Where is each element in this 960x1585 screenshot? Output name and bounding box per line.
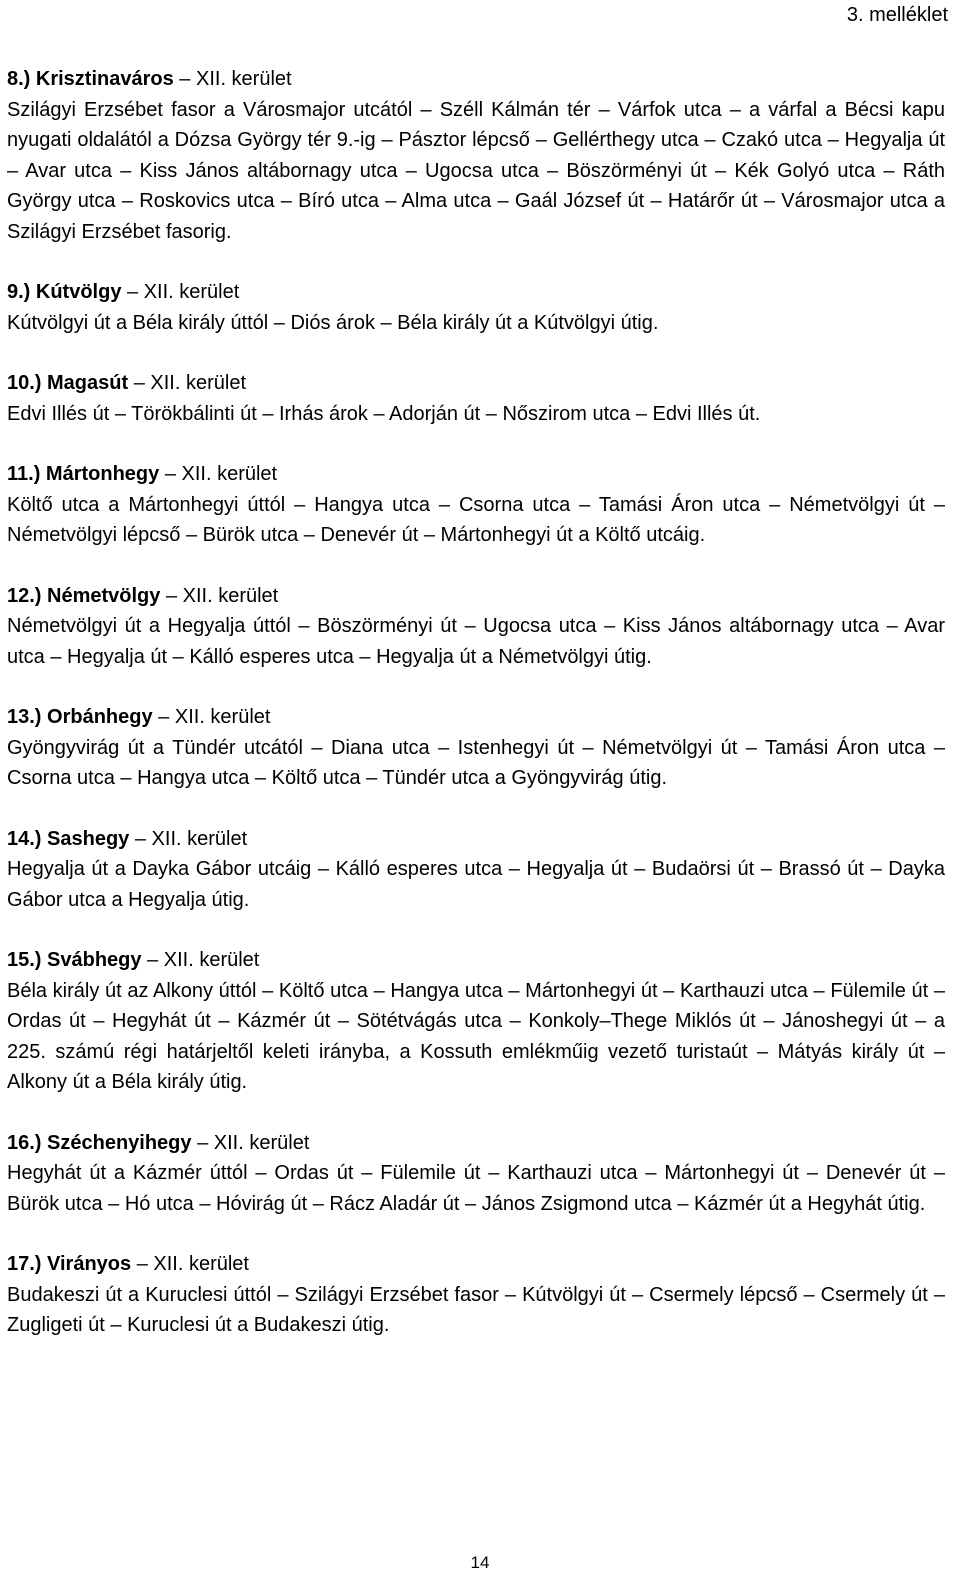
- heading-dash: –: [131, 1253, 154, 1275]
- page-number: 14: [470, 1553, 490, 1572]
- section-text: Hegyhát út a Kázmér úttól – Ordas út – Fülemile út – Karthauzi utca – Mártonhegyi út – Denevér út – Bürök utca – Hó utca – Hóvirág út – Rácz Aladár út – János Zsigmond utca – Kázmér út a Hegyhát útig.: [7, 1162, 945, 1215]
- section-heading: [7, 459, 945, 490]
- section-text: Szilágyi Erzsébet fasor a Városmajor utcától – Széll Kálmán tér – Várfok utca – a várfal a Bécsi kapu nyugati oldalától a Dózsa György tér 9.-ig – Pásztor lépcső – Gellérthegy utca – Czakó utca – Hegyalja út – Avar utca – Kiss János altábornagy utca – Ugocsa utca – Böszörményi út – Kék Golyó utca – Ráth György utca – Roskovics utca – Bíró utca – Alma utca – Gaál József út – Határőr út – Városmajor utca a Szilágyi Erzsébet fasorig.: [7, 98, 945, 243]
- section-heading: [7, 1249, 945, 1280]
- section-district: XII. kerület: [182, 584, 279, 607]
- section-district: XII. kerület: [174, 706, 271, 728]
- section-nemetvolgy: [7, 581, 945, 673]
- heading-dash: –: [141, 949, 164, 971]
- section-sashegy: [7, 824, 945, 916]
- section-district: XII. kerület: [150, 372, 247, 394]
- section-district: XII. kerület: [181, 463, 278, 485]
- section-district: XII. kerület: [195, 68, 292, 90]
- section-title: 8.) Krisztinaváros: [7, 68, 174, 90]
- heading-dash: –: [152, 706, 175, 728]
- document-content: [7, 64, 945, 1371]
- section-text: Edvi Illés út – Törökbálinti út – Irhás árok – Adorján út – Nőszirom utca – Edvi Illés út.: [7, 402, 761, 425]
- section-district: XII. kerület: [151, 827, 248, 850]
- section-title: 9.) Kútvölgy: [7, 281, 122, 303]
- section-heading: [7, 1128, 945, 1159]
- section-kutvolgy: [7, 277, 945, 338]
- annex-label: 3. melléklet: [846, 4, 948, 26]
- section-title: 17.) Virányos: [7, 1253, 132, 1275]
- heading-dash: –: [129, 827, 152, 850]
- section-district: XII. kerület: [163, 949, 260, 971]
- section-text: Költő utca a Mártonhegyi úttól – Hangya utca – Csorna utca – Tamási Áron utca – Németvölgyi út – Németvölgyi lépcső – Bürök utca – Denevér út – Mártonhegyi út a Költő utcáig.: [7, 493, 945, 546]
- section-text: Kútvölgyi út a Béla király úttól – Diós árok – Béla király út a Kútvölgyi útig.: [7, 311, 659, 334]
- heading-dash: –: [191, 1131, 214, 1154]
- section-heading: [7, 581, 945, 612]
- section-heading: [7, 824, 945, 855]
- section-heading: [7, 277, 945, 308]
- heading-dash: –: [121, 281, 144, 303]
- section-szechenyihegy: [7, 1128, 945, 1220]
- section-title: 12.) Németvölgy: [7, 584, 161, 607]
- section-krisztinavaros: [7, 64, 945, 247]
- section-text: Gyöngyvirág út a Tündér utcától – Diana utca – Istenhegyi út – Németvölgyi út – Tamási Áron utca – Csorna utca – Hangya utca – Költő utca – Tündér utca a Gyöngyvirág útig.: [7, 736, 945, 789]
- section-title: 11.) Mártonhegy: [7, 463, 160, 485]
- section-title: 16.) Széchenyihegy: [7, 1131, 192, 1154]
- section-text: Németvölgyi út a Hegyalja úttól – Böszörményi út – Ugocsa utca – Kiss János altábornagy utca – Avar utca – Hegyalja út – Kálló esperes utca – Hegyalja út a Németvölgyi útig.: [7, 615, 945, 668]
- section-viranyos: [7, 1249, 945, 1341]
- heading-dash: –: [173, 68, 196, 90]
- section-svabhegy: [7, 945, 945, 1098]
- section-district: XII. kerület: [143, 281, 240, 303]
- section-heading: [7, 702, 945, 733]
- section-martonhegy: [7, 459, 945, 551]
- section-title: 14.) Sashegy: [7, 827, 130, 850]
- heading-dash: –: [160, 584, 183, 607]
- section-orbanhegy: [7, 702, 945, 794]
- section-title: 10.) Magasút: [7, 372, 129, 394]
- section-text: Béla király út az Alkony úttól – Költő utca – Hangya utca – Mártonhegyi út – Karthauzi utca – Fülemile út – Ordas út – Hegyhát út – Kázmér út – Sötétvágás utca – Konkoly–Thege Miklós út – Jánoshegyi út – a 225. számú régi határjeltől keleti irányba, a Kossuth emlékműig vezető turistaút – Mátyás király út – Alkony út a Béla király útig.: [7, 979, 945, 1093]
- section-text: Budakeszi út a Kuruclesi úttól – Szilágyi Erzsébet fasor – Kútvölgyi út – Csermely lépcső – Csermely út – Zugligeti út – Kuruclesi út a Budakeszi útig.: [7, 1283, 945, 1336]
- heading-dash: –: [159, 463, 182, 485]
- section-district: XII. kerület: [153, 1253, 249, 1275]
- section-district: XII. kerület: [213, 1131, 310, 1154]
- section-heading: [7, 64, 945, 95]
- heading-dash: –: [128, 372, 151, 394]
- section-magasut: [7, 368, 945, 429]
- section-heading: [7, 368, 945, 399]
- section-text: Hegyalja út a Dayka Gábor utcáig – Kálló esperes utca – Hegyalja út – Budaörsi út – Brassó út – Dayka Gábor utca a Hegyalja útig.: [7, 858, 945, 911]
- section-title: 15.) Svábhegy: [7, 949, 142, 971]
- section-heading: [7, 945, 945, 976]
- section-title: 13.) Orbánhegy: [7, 706, 153, 728]
